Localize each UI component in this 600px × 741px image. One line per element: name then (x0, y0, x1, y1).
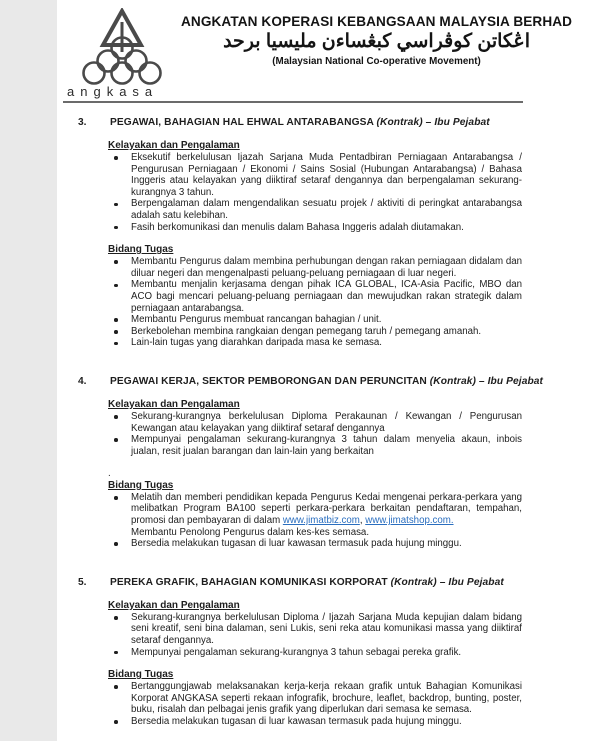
bullet-item: Membantu Pengurus membuat rancangan bahagian / unit. (108, 314, 522, 326)
bullet-text: Melatih dan memberi pendidikan kepada Pengurus Kedai mengenai perkara-perkara yang melibatkan Program BA100 seperti perkara-perkara berkaitan pendaftaran, tempahan, promosi dan pembayaran di dalam (131, 491, 522, 527)
qualifications-block (108, 600, 522, 658)
bullet-item: Eksekutif berkelulusan Ijazah Sarjana Muda Pentadbiran Perniagaan Antarabangsa / Pengurusan Perniagaan / Ekonomi / Sains Sosial (Hubungan Antarabangsa) / Bahasa Inggeris atau kelayakan yang diiktiraf setaraf dengannya dan berpengalaman sekurang-kurangnya 3 tahun. (108, 152, 522, 198)
logo-wordmark: angkasa (67, 84, 159, 99)
duties-block (108, 468, 522, 550)
bullet-list (108, 612, 522, 658)
block-heading: Bidang Tugas (108, 669, 174, 681)
organisation-name-jawi: اڠكاتن كوڤراسي كبڠساءن مليسيا برحد (223, 31, 531, 52)
bullet-list (108, 152, 522, 233)
section-body (108, 140, 522, 349)
section-number: 4. (78, 375, 87, 387)
bullet-item: Fasih berkomunikasi dan menulis dalam Bahasa Inggeris adalah diutamakan. (108, 222, 522, 234)
section-title (110, 376, 543, 387)
vacancy-section (78, 376, 600, 550)
section-body (108, 600, 522, 728)
block-heading: Kelayakan dan Pengalaman (108, 140, 240, 151)
vacancy-section (78, 117, 600, 349)
external-link[interactable]: www.jimatbiz.com (282, 515, 360, 527)
bullet-item: Membantu menjalin kerjasama dengan pihak ICA GLOBAL, ICA-Asia Pacific, MBO dan ACO bagi mencari peluang-peluang perniagaan dan mewujudkan rakan strategik dalam perniagaan antarabangsa. (108, 279, 522, 314)
vacancy-section (78, 577, 600, 728)
section-title-contract-note: (Kontrak) – Ibu Pejabat (376, 117, 490, 128)
bullet-item: Membantu Pengurus dalam membina perhubungan dengan rakan perniagaan didalam dan diluar negeri dan mengenalpasti peluang-peluang perniagaan di luar negeri. (108, 256, 522, 279)
section-title (110, 577, 504, 588)
letterhead-titles (181, 8, 572, 67)
qualifications-block (108, 140, 522, 233)
external-link[interactable]: www.jimatshop.com. (365, 515, 454, 527)
section-title-contract-note: (Kontrak) – Ibu Pejabat (429, 375, 544, 387)
bullet-item: Sekurang-kurangnya berkelulusan Diploma Perakaunan / Kewangan / Pengurusan Kewangan atau kelayakan yang diiktiraf setaraf dengannya (108, 411, 522, 434)
section-title-contract-note: (Kontrak) – Ibu Pejabat (390, 576, 504, 588)
duties-block (108, 244, 522, 349)
bullet-item: Mempunyai pengalaman sekurang-kurangnya 3 tahun dalam menyelia akaun, inbois jualan, resit jualan barangan dan lain-lain yang berkaitan (108, 434, 522, 457)
bullet-list (108, 681, 522, 727)
organisation-subtitle: (Malaysian National Co-operative Movement) (272, 56, 481, 67)
vacancy-sections (57, 103, 600, 728)
section-title-main: PEGAWAI, BAHAGIAN HAL EHWAL ANTARABANGSA (110, 117, 377, 128)
stray-dot: . (108, 468, 111, 480)
block-heading: Kelayakan dan Pengalaman (108, 599, 240, 611)
organisation-name: ANGKATAN KOPERASI KEBANGSAAN MALAYSIA BERHAD (181, 14, 573, 29)
bullet-list (108, 492, 522, 550)
section-number: 3. (78, 117, 87, 128)
letterhead (57, 8, 573, 99)
section-title (110, 117, 490, 128)
angkasa-logo (63, 8, 181, 99)
duties-block (108, 669, 522, 727)
bullet-item: Sekurang-kurangnya berkelulusan Diploma / Ijazah Sarjana Muda kepujian dalam bidang seni kreatif, seni bina dalaman, seni Lukis, seni reka atau komunikasi massa yang diiktiraf setaraf dengannya. (108, 612, 522, 647)
block-heading: Bidang Tugas (108, 479, 174, 491)
bullet-item: Bertanggungjawab melaksanakan kerja-kerja rekaan grafik untuk Bahagian Komunikasi Korporat ANGKASA seperti rekaan infografik, brochure, leaflet, backdrop, bunting, poster, buku, risalah dan pelbagai jenis grafik yang diperlukan dari semasa ke semasa. (108, 681, 522, 716)
bullet-item: Bersedia melakukan tugasan di luar kawasan termasuk pada hujung minggu. (108, 716, 522, 728)
bullet-item: Berkebolehan membina rangkaian dengan pemegang taruh / pemegang amanah. (108, 326, 522, 338)
section-heading (78, 376, 600, 387)
bullet-list (108, 411, 522, 457)
section-heading (78, 577, 600, 588)
bullet-text: , (359, 515, 366, 527)
block-heading: Kelayakan dan Pengalaman (108, 398, 240, 410)
bullet-item: Mempunyai pengalaman sekurang-kurangnya 3 tahun sebagai pereka grafik. (108, 647, 522, 659)
section-title-main: PEGAWAI KERJA, SEKTOR PEMBORONGAN DAN PERUNCITAN (110, 375, 430, 387)
block-heading: Bidang Tugas (108, 244, 174, 256)
scanned-document (57, 0, 600, 741)
section-body (108, 399, 522, 550)
qualifications-block (108, 399, 522, 457)
section-title-main: PEREKA GRAFIK, BAHAGIAN KOMUNIKASI KORPORAT (110, 576, 391, 588)
bullet-list (108, 256, 522, 349)
bullet-item: Berpengalaman dalam mengendalikan sesuatu projek / aktiviti di peringkat antarabangsa adalah satu kelebihan. (108, 198, 522, 221)
section-heading (78, 117, 600, 128)
bullet-item: Membantu Penolong Pengurus dalam kes-kes semasa. (131, 526, 370, 538)
bullet-item (108, 492, 522, 527)
bullet-item: Lain-lain tugas yang diarahkan daripada masa ke semasa. (108, 337, 522, 349)
bullet-item: Bersedia melakukan tugasan di luar kawasan termasuk pada hujung minggu. (108, 538, 522, 550)
angkasa-rings-icon (63, 8, 181, 86)
section-number: 5. (78, 576, 87, 588)
